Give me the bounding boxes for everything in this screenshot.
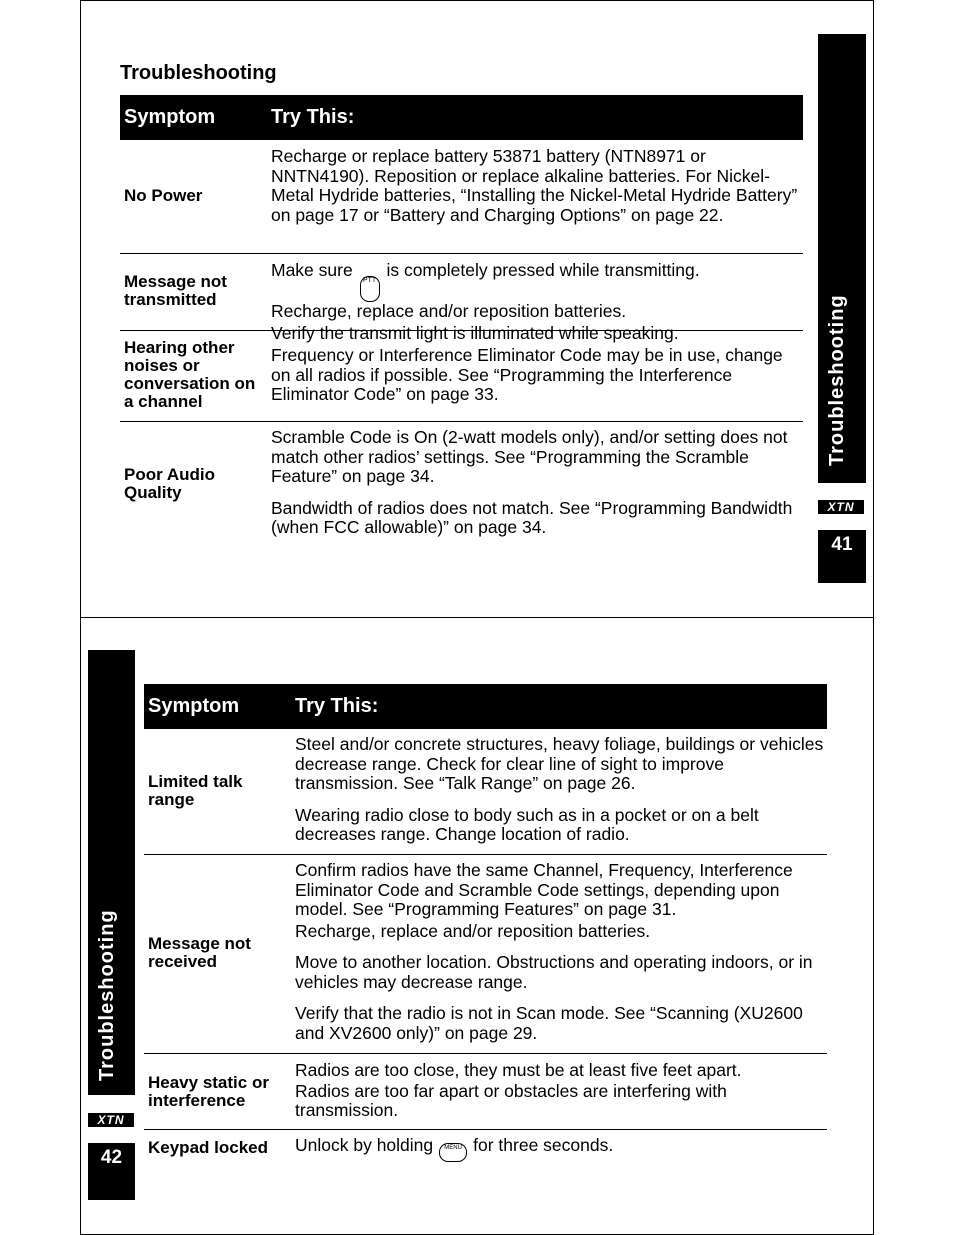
side-tab-label: Troubleshooting bbox=[826, 294, 848, 466]
xtn-logo: XTN bbox=[88, 1113, 134, 1127]
page-divider bbox=[80, 617, 874, 618]
remedy-text: Recharge or replace battery 53871 battery (NTN8971 or NNTN4190). Reposition or replace alkaline batteries. For Nickel-Metal Hydride batteries, “Installing the Nickel-Metal Hydride Battery” on page 17 or “Battery and Charging Options” on page 22. bbox=[271, 146, 798, 225]
remedy-text: Bandwidth of radios does not match. See “Programming Bandwidth (when FCC allowable)” on page 34. bbox=[271, 497, 793, 537]
ptt-button-icon: PTT bbox=[360, 276, 380, 302]
remedy-cell bbox=[295, 861, 827, 1043]
remedy-text: Move to another location. Obstructions and operating indoors, or in vehicles may decrease range. bbox=[295, 952, 813, 992]
remedy-text-part: Make sure bbox=[271, 260, 353, 280]
remedy-text: Wearing radio close to body such as in a pocket or on a belt decreases range. Change location of radio. bbox=[295, 804, 759, 844]
remedy-text: Scramble Code is On (2-watt models only), and/or setting does not match other radios’ settings. See “Programming the Scramble Feature” on page 34. bbox=[271, 427, 788, 486]
remedy-cell bbox=[295, 1136, 827, 1162]
remedy-text bbox=[271, 258, 803, 302]
remedy-text: Verify that the radio is not in Scan mode. See “Scanning (XU2600 and XV2600 only)” on page 29. bbox=[295, 1003, 803, 1043]
remedy-cell bbox=[271, 147, 803, 225]
troubleshooting-table-top bbox=[120, 95, 803, 552]
header-symptom: Symptom bbox=[148, 695, 240, 717]
remedy-text: Recharge, replace and/or reposition batteries. bbox=[295, 920, 651, 941]
table-header bbox=[120, 95, 803, 140]
page-title: Troubleshooting bbox=[120, 62, 277, 84]
symptom-cell: Hearing other noises or conversation on a channel bbox=[124, 338, 256, 411]
table-row bbox=[120, 422, 803, 552]
header-try-this: Try This: bbox=[271, 106, 355, 128]
remedy-text: Frequency or Interference Eliminator Code may be in use, change on all radios if possible. See “Programming the Interference Eliminator Code” on page 33. bbox=[271, 345, 783, 404]
menu-button-icon: MENU bbox=[439, 1143, 467, 1162]
remedy-cell bbox=[295, 1061, 827, 1121]
remedy-text-part: for three seconds. bbox=[473, 1135, 614, 1155]
remedy-text: Steel and/or concrete structures, heavy foliage, buildings or vehicles decrease range. Check for clear line of sight to improve transmission. See “Talk Range” on page 26. bbox=[295, 734, 824, 793]
remedy-text: Confirm radios have the same Channel, Frequency, Interference Eliminator Code and Scramble Code settings, depending upon model. See “Programming Features” on page 31. bbox=[295, 860, 793, 919]
remedy-cell bbox=[271, 346, 803, 405]
symptom-cell: Limited talk range bbox=[148, 772, 243, 809]
table-header bbox=[144, 684, 827, 729]
symptom-cell: Poor Audio Quality bbox=[124, 465, 215, 502]
remedy-text: Verify the transmit light is illuminated while speaking. bbox=[271, 322, 679, 343]
table-row bbox=[144, 1054, 827, 1130]
side-tab-left bbox=[88, 650, 135, 1095]
symptom-cell: Heavy static or interference bbox=[148, 1073, 269, 1110]
remedy-text: Radios are too close, they must be at least five feet apart. bbox=[295, 1060, 742, 1080]
symptom-cell: Message not transmitted bbox=[124, 272, 227, 309]
remedy-cell bbox=[271, 428, 803, 538]
xtn-logo: XTN bbox=[818, 500, 864, 514]
remedy-cell bbox=[295, 735, 827, 845]
remedy-text: Radios are too far apart or obstacles are interfering with transmission. bbox=[295, 1080, 727, 1120]
table-row bbox=[144, 1130, 827, 1170]
remedy-text bbox=[295, 1136, 827, 1162]
table-row bbox=[120, 331, 803, 422]
side-tab-label: Troubleshooting bbox=[96, 909, 118, 1081]
page-number: 41 bbox=[818, 530, 866, 583]
remedy-text: Recharge, replace and/or reposition batteries. bbox=[271, 301, 627, 321]
symptom-cell: Keypad locked bbox=[148, 1138, 268, 1157]
symptom-cell: Message not received bbox=[148, 934, 251, 971]
table-row bbox=[120, 254, 803, 343]
header-try-this: Try This: bbox=[295, 695, 379, 717]
table-row bbox=[144, 855, 827, 1054]
page-number: 42 bbox=[88, 1143, 135, 1200]
troubleshooting-table-bottom bbox=[144, 684, 827, 1170]
table-row bbox=[144, 729, 827, 855]
remedy-text-part: is completely pressed while transmitting. bbox=[386, 260, 700, 280]
symptom-cell: No Power bbox=[124, 186, 203, 205]
header-symptom: Symptom bbox=[124, 106, 216, 128]
side-tab-right bbox=[818, 34, 866, 483]
remedy-text-part: Unlock by holding bbox=[295, 1135, 434, 1155]
table-row bbox=[120, 140, 803, 254]
